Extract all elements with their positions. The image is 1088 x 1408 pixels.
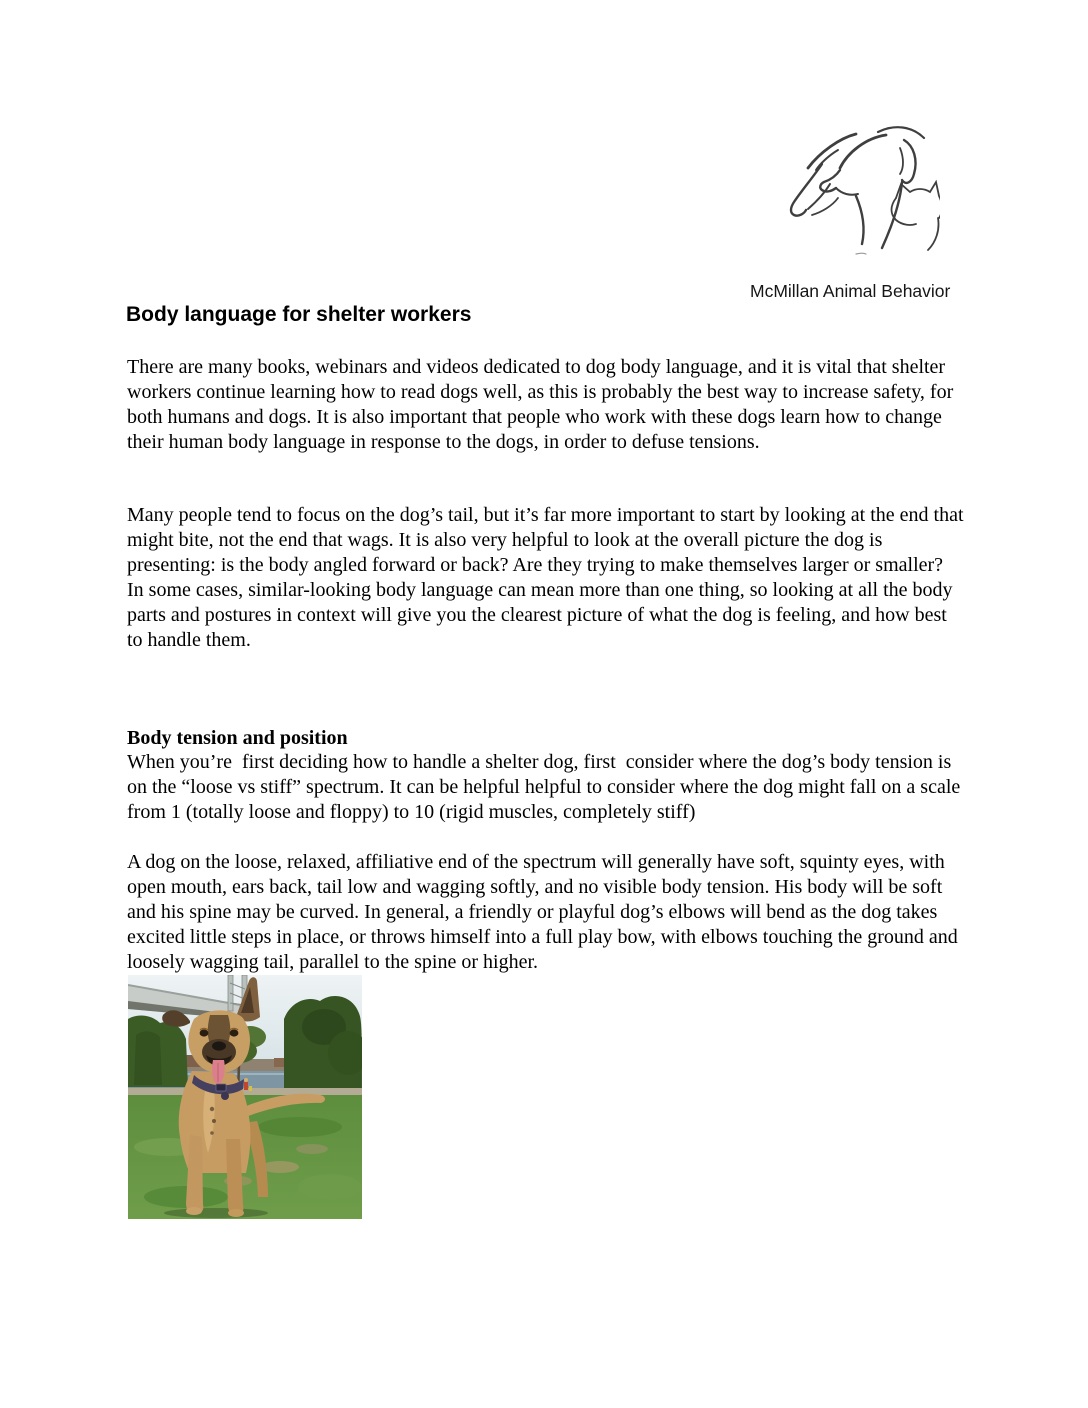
logo-strokes: [791, 127, 940, 254]
dog-eye-right: [230, 1029, 239, 1036]
logo-caption: McMillan Animal Behavior: [750, 281, 951, 301]
page-title: Body language for shelter workers: [126, 303, 472, 326]
happy-dog-photo: [128, 975, 362, 1219]
dog-eye-left: [200, 1029, 209, 1036]
dog-nose: [212, 1041, 226, 1050]
paragraph-intro: There are many books, webinars and videos dedicated to dog body language, and it is vital that shelter workers continue learning how to read dogs well, as this is probably the best way to increase safety, for both humans and dogs. It is also important that people who work with these dogs learn how to change their human body language in response to the dogs, in order to defuse tensions.: [127, 356, 959, 453]
dog-photo-illustration: [128, 975, 362, 1219]
logo-sketch: [778, 112, 940, 264]
section-heading-body-tension: Body tension and position: [127, 727, 348, 749]
paragraph-loose-dog-description: A dog on the loose, relaxed, affiliative end of the spectrum will generally have soft, squinty eyes, with open mouth, ears back, tail low and wagging softly, and no visible body tension. His body will be soft and his spine may be curved. In general, a friendly or playful dog’s elbows will bend as the dog takes excited little steps in place, or throws himself into a full play bow, with elbows touching the ground and loosely wagging tail, parallel to the spine or higher.: [127, 851, 963, 973]
animal-heads-logo-icon: [778, 112, 940, 264]
paragraph-tail-focus: Many people tend to focus on the dog’s tail, but it’s far more important to start by looking at the end that might bite, not the end that wags. It is also very helpful to look at the overall picture the dog is presenting: is the body angled forward or back? Are they trying to make themselves larger or smaller? In some cases, similar-looking body language can mean more than one thing, so looking at all the body parts and postures in context will give you the clearest picture of what the dog is feeling, and how best to handle them.: [127, 504, 969, 651]
dog-collar-tag: [221, 1092, 229, 1100]
paragraph-loose-vs-stiff: When you’re first deciding how to handle a shelter dog, first consider where the dog’s body tension is on the “loose vs stiff” spectrum. It can be helpful helpful to consider where the dog might fall on a scale from 1 (totally loose and floppy) to 10 (rigid muscles, completely stiff): [127, 751, 966, 823]
